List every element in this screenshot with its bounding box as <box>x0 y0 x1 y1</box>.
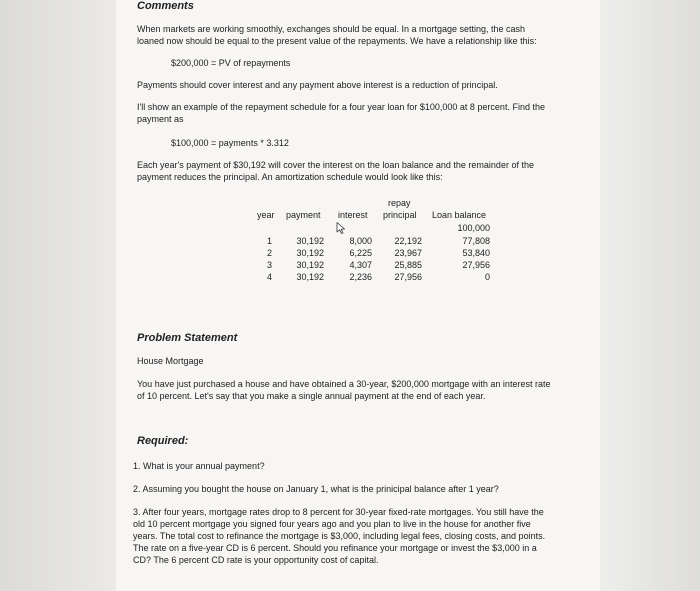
table-cell-year: 4 <box>266 272 272 282</box>
table-cell-principal: 27,956 <box>394 272 422 282</box>
comments-p2: Payments should cover interest and any payment above interest is a reduction of principal. <box>137 80 498 90</box>
table-cell-principal: 23,967 <box>394 248 422 258</box>
comments-heading: Comments <box>137 0 194 12</box>
initial-balance: 100,000 <box>457 223 490 233</box>
mouse-cursor-icon <box>336 222 346 234</box>
comments-p4-line1: Each year's payment of $30,192 will cover the interest on the loan balance and the remainder of the <box>137 160 534 170</box>
table-cell-payment: 30,192 <box>296 272 324 282</box>
question-2: 2. Assuming you bought the house on January 1, what is the prinicipal balance after 1 year? <box>133 484 499 494</box>
problem-line2: of 10 percent. Let's say that you make a single annual payment at the end of each year. <box>137 391 486 401</box>
table-cell-balance: 0 <box>484 272 490 282</box>
table-cell-balance: 27,956 <box>462 260 490 270</box>
equation-payment: $100,000 = payments * 3.312 <box>171 138 289 148</box>
equation-pv: $200,000 = PV of repayments <box>171 58 291 68</box>
table-cell-principal: 22,192 <box>394 236 422 246</box>
question-3-line3: years. The total cost to refinance the mortgage is $3,000, including legal fees, closing costs, and points. <box>133 531 546 541</box>
header-loan-balance: Loan balance <box>432 210 487 220</box>
right-margin <box>600 0 700 591</box>
table-cell-payment: 30,192 <box>296 236 324 246</box>
comments-p3-line1: I'll show an example of the repayment schedule for a four year loan for $100,000 at 8 percent. Find the <box>137 102 545 112</box>
comments-p1-line1: When markets are working smoothly, exchanges should be equal. In a mortgage setting, the cash <box>137 24 526 34</box>
header-payment: payment <box>286 210 321 220</box>
required-heading: Required: <box>137 435 189 447</box>
table-cell-interest: 4,307 <box>349 260 372 270</box>
question-3-line5: CD? The 6 percent CD rate is your opportunity cost of capital. <box>133 555 379 565</box>
table-cell-payment: 30,192 <box>296 260 324 270</box>
table-cell-principal: 25,885 <box>394 260 422 270</box>
table-cell-interest: 2,236 <box>349 272 372 282</box>
comments-p1-line2: loaned now should be equal to the present value of the repayments. We have a relationship like this: <box>137 36 537 46</box>
table-cell-interest: 8,000 <box>349 236 372 246</box>
problem-heading: Problem Statement <box>137 332 238 344</box>
header-repay: repay <box>388 198 411 208</box>
problem-subheading: House Mortgage <box>137 356 204 366</box>
table-cell-year: 2 <box>266 248 272 258</box>
table-cell-year: 1 <box>266 236 272 246</box>
question-3-line4: The rate on a five-year CD is 6 percent. Should you refinance your mortgage or invest the $3,000 in a <box>133 543 537 553</box>
header-year: year <box>257 210 275 220</box>
question-3-line1: 3. After four years, mortgage rates drop to 8 percent for 30-year fixed-rate mortgages. You still have the <box>133 507 544 517</box>
table-cell-balance: 53,840 <box>462 248 490 258</box>
problem-line1: You have just purchased a house and have obtained a 30-year, $200,000 mortgage with an interest rate <box>137 379 551 389</box>
table-cell-interest: 6,225 <box>349 248 372 258</box>
comments-p4-line2: payment reduces the principal. An amortization schedule would look like this: <box>137 172 443 182</box>
header-principal: principal <box>383 210 417 220</box>
comments-p3-line2: payment as <box>137 114 184 124</box>
table-cell-balance: 77,808 <box>462 236 490 246</box>
table-cell-year: 3 <box>266 260 272 270</box>
header-interest: interest <box>338 210 368 220</box>
question-3-line2: old 10 percent mortgage you signed four years ago and you plan to live in the house for another five <box>133 519 531 529</box>
table-cell-payment: 30,192 <box>296 248 324 258</box>
question-1: 1. What is your annual payment? <box>133 461 265 471</box>
left-margin <box>0 0 116 591</box>
